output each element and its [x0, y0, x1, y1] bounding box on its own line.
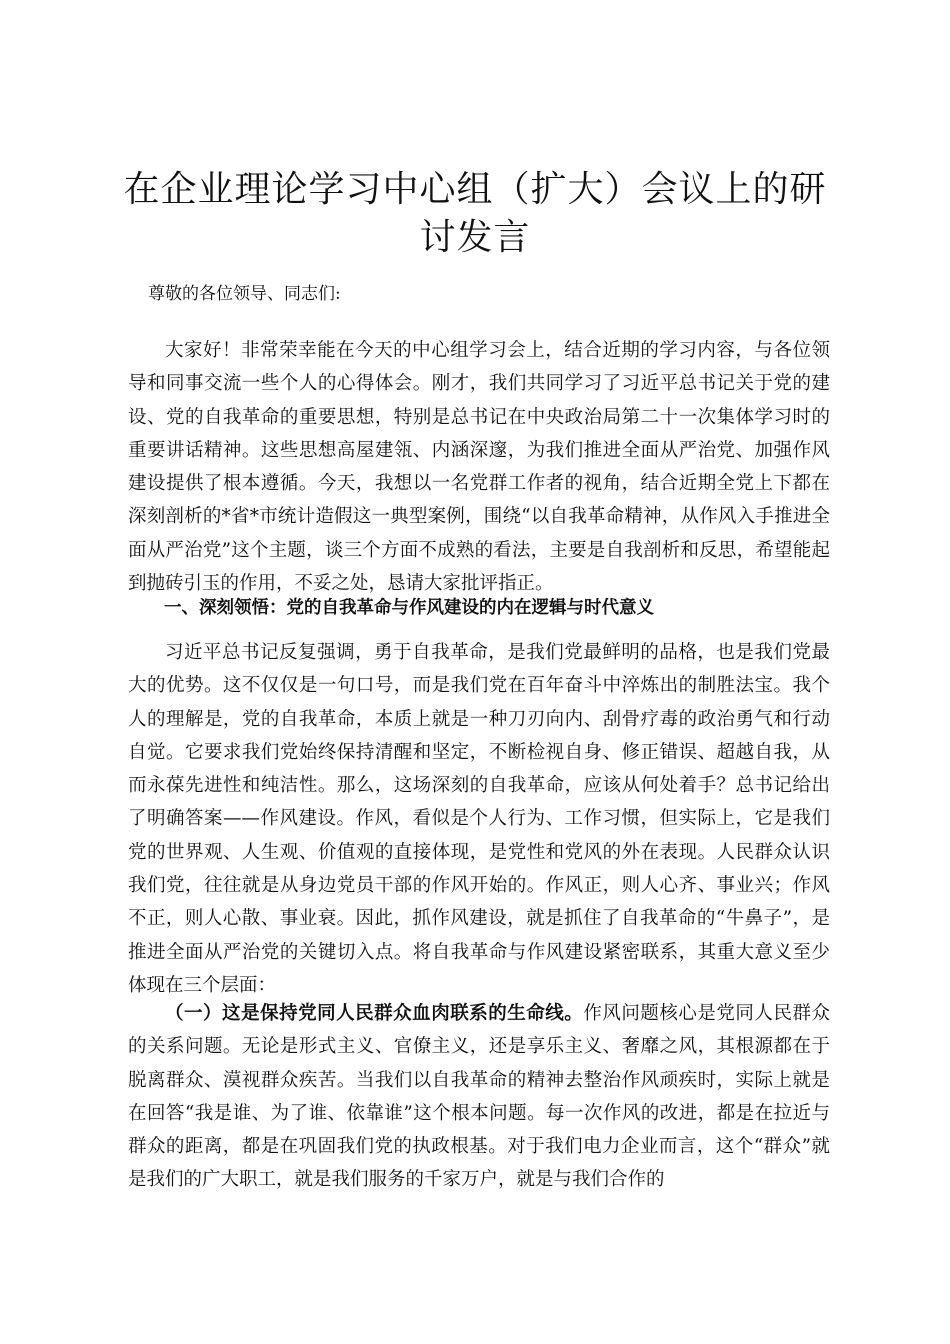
salutation: 尊敬的各位领导、同志们:	[148, 284, 341, 304]
body-paragraph: 习近平总书记反复强调，勇于自我革命，是我们党最鲜明的品格，也是我们党最大的优势。这不仅仅是一句口号，而是我们党在百年奋斗中淬炼出的制胜法宝。我个人的理解是，党的自我革命，本质上就是一种刀刃向内、刮骨疗毒的政治勇气和行动自觉。它要求我们党始终保持清醒和坚定，不断检视自身、修正错误、超越自我，从而永葆先进性和纯洁性。那么，这场深刻的自我革命，应该从何处着手？总书记给出了明确答案——作风建设。作风，看似是个人行为、工作习惯，但实际上，它是我们党的世界观、人生观、价值观的直接体现，是党性和党风的外在表现。人民群众认识我们党，往往就是从身边党员干部的作风开始的。作风正，则人心齐、事业兴；作风不正，则人心散、事业衰。因此，抓作风建设，就是抓住了自我革命的“牛鼻子”，是推进全面从严治党的关键切入点。将自我革命与作风建设紧密联系，其重大意义至少体现在三个层面：	[128, 642, 830, 996]
opening-paragraph: 大家好！非常荣幸能在今天的中心组学习会上，结合近期的学习内容，与各位领导和同事交流一些个人的心得体会。刚才，我们共同学习了习近平总书记关于党的建设、党的自我革命的重要思想，特别是总书记在中央政治局第二十一次集体学习时的重要讲话精神。这些思想高屋建瓴、内涵深邃，为我们推进全面从严治党、加强作风建设提供了根本遵循。今天，我想以一名党群工作者的视角，结合近期全党上下都在深刻剖析的*省*市统计造假这一典型案例，围绕“以自我革命精神，从作风入手推进全面从严治党”这个主题，谈三个方面不成熟的看法，主要是自我剖析和反思，希望能起到抛砖引玉的作用，不妥之处，恳请大家批评指正。	[128, 340, 830, 595]
subsection-lead: （一）这是保持党同人民群众血肉联系的生命线。	[165, 1003, 584, 1024]
section-heading: 一、深刻领悟：党的自我革命与作风建设的内在逻辑与时代意义	[164, 598, 654, 618]
subsection-paragraph	[128, 997, 830, 1197]
subsection-body: 作风问题核心是党同人民群众的关系问题。无论是形式主义、官僚主义，还是享乐主义、奢靡之风，其根源都在于脱离群众、漠视群众疾苦。当我们以自我革命的精神去整治作风顽疾时，实际上就是在回答“我是谁、为了谁、依靠谁”这个根本问题。每一次作风的改进，都是在拉近与群众的距离，都是在巩固我们党的执政根基。对于我们电力企业而言，这个“群众”就是我们的广大职工，就是我们服务的千家万户，就是与我们合作的	[128, 1003, 830, 1191]
document-title: 在企业理论学习中心组（扩大）会议上的研讨发言	[123, 169, 827, 258]
